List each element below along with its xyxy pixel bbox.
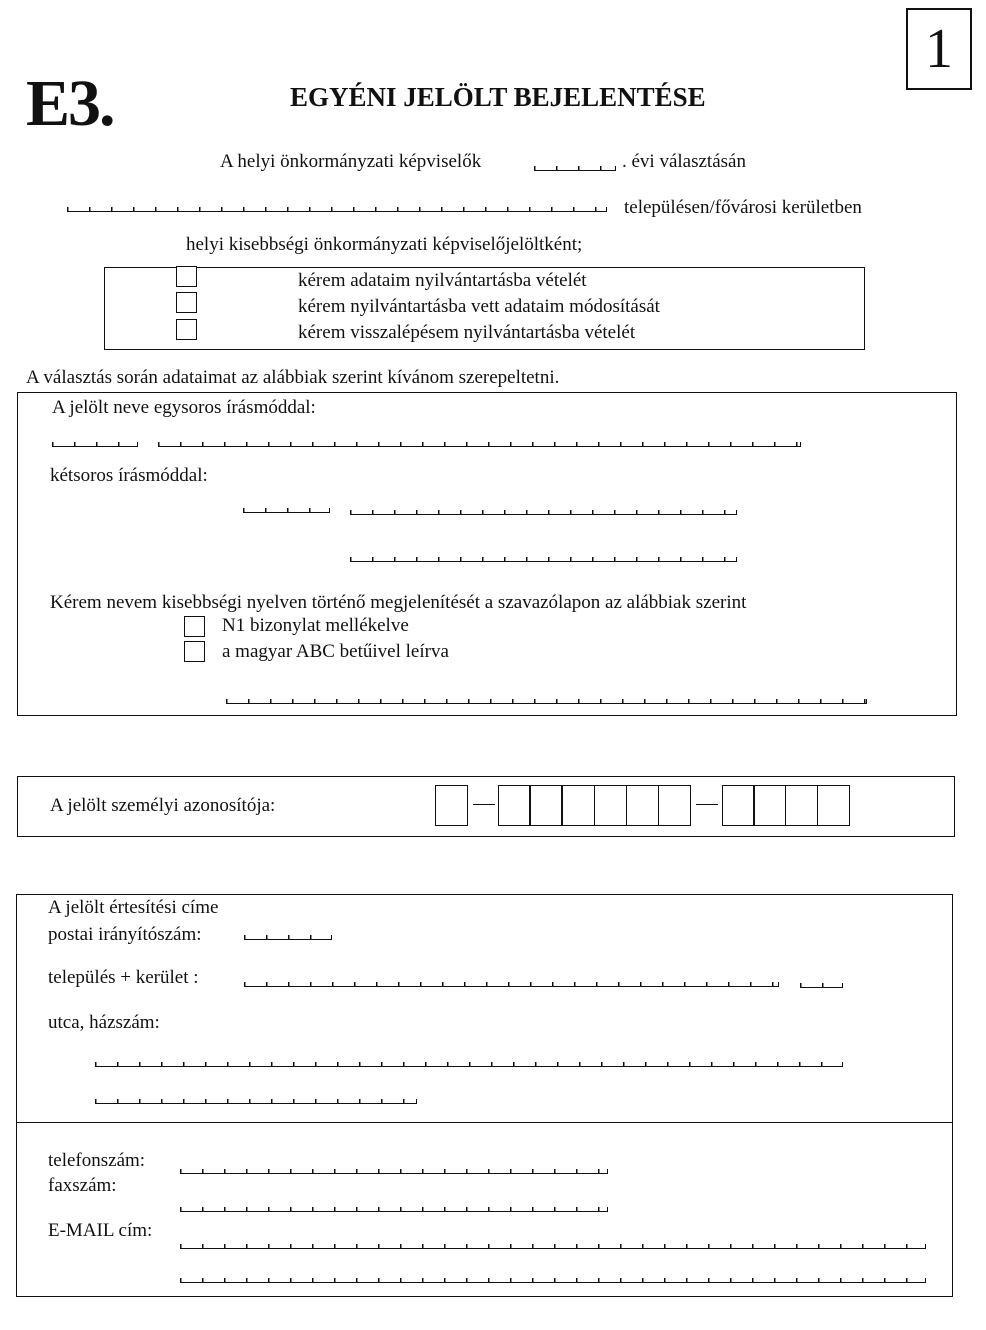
- option-withdraw-checkbox[interactable]: [176, 319, 197, 340]
- id-separator-2: [696, 804, 718, 805]
- street-line2[interactable]: [95, 1103, 417, 1104]
- street-label: utca, házszám:: [48, 1012, 160, 1033]
- intro-line1-suffix: . évi választásán: [622, 151, 746, 172]
- double-line-name-title-line[interactable]: [243, 512, 330, 513]
- id-digit-4[interactable]: [562, 785, 595, 826]
- phone-line[interactable]: [180, 1173, 608, 1174]
- email-line1[interactable]: [180, 1248, 926, 1249]
- data-intro: A választás során adataimat az alábbiak szerint kívánom szerepeltetni.: [26, 367, 560, 388]
- settlement-line[interactable]: [67, 211, 607, 212]
- street-line1[interactable]: [95, 1066, 843, 1067]
- single-line-name-title-line[interactable]: [52, 446, 138, 447]
- page-number-box: [906, 8, 972, 90]
- intro-line1-prefix: A helyi önkormányzati képviselők: [220, 151, 482, 172]
- id-digit-9[interactable]: [753, 785, 786, 826]
- double-line-name-line1[interactable]: [350, 514, 737, 515]
- option-withdraw-label: kérem visszalépésem nyilvántartásba vételét: [298, 322, 636, 343]
- intro-line3: helyi kisebbségi önkormányzati képviselőjelöltként;: [186, 234, 583, 255]
- id-digit-11[interactable]: [817, 785, 850, 826]
- option-modify-label: kérem nyilvántartásba vett adataim módosítását: [298, 296, 660, 317]
- form-title: EGYÉNI JELÖLT BEJELENTÉSE: [290, 82, 706, 112]
- address-title: A jelölt értesítési címe: [48, 897, 219, 918]
- option-register-checkbox[interactable]: [176, 266, 197, 287]
- phone-label: telefonszám:: [48, 1150, 146, 1171]
- minority-language-request: Kérem nevem kisebbségi nyelven történő megjelenítését a szavazólapon az alábbiak szerint: [50, 592, 747, 613]
- id-digit-7[interactable]: [658, 785, 691, 826]
- hungarian-abc-label: a magyar ABC betűivel leírva: [222, 641, 449, 662]
- id-separator-1: [473, 804, 495, 805]
- intro-line2-suffix: településen/fővárosi kerületben: [624, 197, 862, 218]
- election-year-line[interactable]: [534, 170, 616, 171]
- minority-name-line[interactable]: [226, 703, 867, 704]
- address-contact-divider: [16, 1122, 953, 1123]
- hungarian-abc-checkbox[interactable]: [184, 641, 205, 662]
- double-line-name-label: kétsoros írásmóddal:: [50, 465, 208, 486]
- id-digit-1[interactable]: [435, 785, 468, 826]
- page-number: 1: [925, 18, 953, 80]
- double-line-name-line2[interactable]: [350, 561, 737, 562]
- id-digit-2[interactable]: [498, 785, 531, 826]
- id-digit-6[interactable]: [626, 785, 659, 826]
- email-label: E-MAIL cím:: [48, 1220, 153, 1241]
- single-line-name-line[interactable]: [158, 446, 801, 447]
- single-line-name-label: A jelölt neve egysoros írásmóddal:: [52, 397, 316, 418]
- option-register-label: kérem adataim nyilvántartásba vételét: [298, 270, 587, 291]
- district-line[interactable]: [800, 987, 843, 988]
- address-section-box: [16, 894, 953, 1297]
- settlement-address-line[interactable]: [244, 986, 779, 987]
- fax-label: faxszám:: [48, 1175, 117, 1196]
- id-digit-3[interactable]: [529, 785, 562, 826]
- form-code: E3.: [26, 67, 114, 140]
- email-line2[interactable]: [180, 1282, 926, 1283]
- id-digit-5[interactable]: [594, 785, 627, 826]
- id-digit-8[interactable]: [722, 785, 755, 826]
- settlement-label: település + kerület :: [48, 967, 199, 988]
- fax-line[interactable]: [180, 1211, 608, 1212]
- id-label: A jelölt személyi azonosítója:: [50, 795, 276, 816]
- n1-attached-checkbox[interactable]: [184, 616, 205, 637]
- postal-code-label: postai irányítószám:: [48, 924, 202, 945]
- name-section-box: [17, 392, 957, 716]
- n1-attached-label: N1 bizonylat mellékelve: [222, 615, 409, 636]
- postal-code-line[interactable]: [244, 939, 332, 940]
- id-digit-10[interactable]: [785, 785, 818, 826]
- option-modify-checkbox[interactable]: [176, 292, 197, 313]
